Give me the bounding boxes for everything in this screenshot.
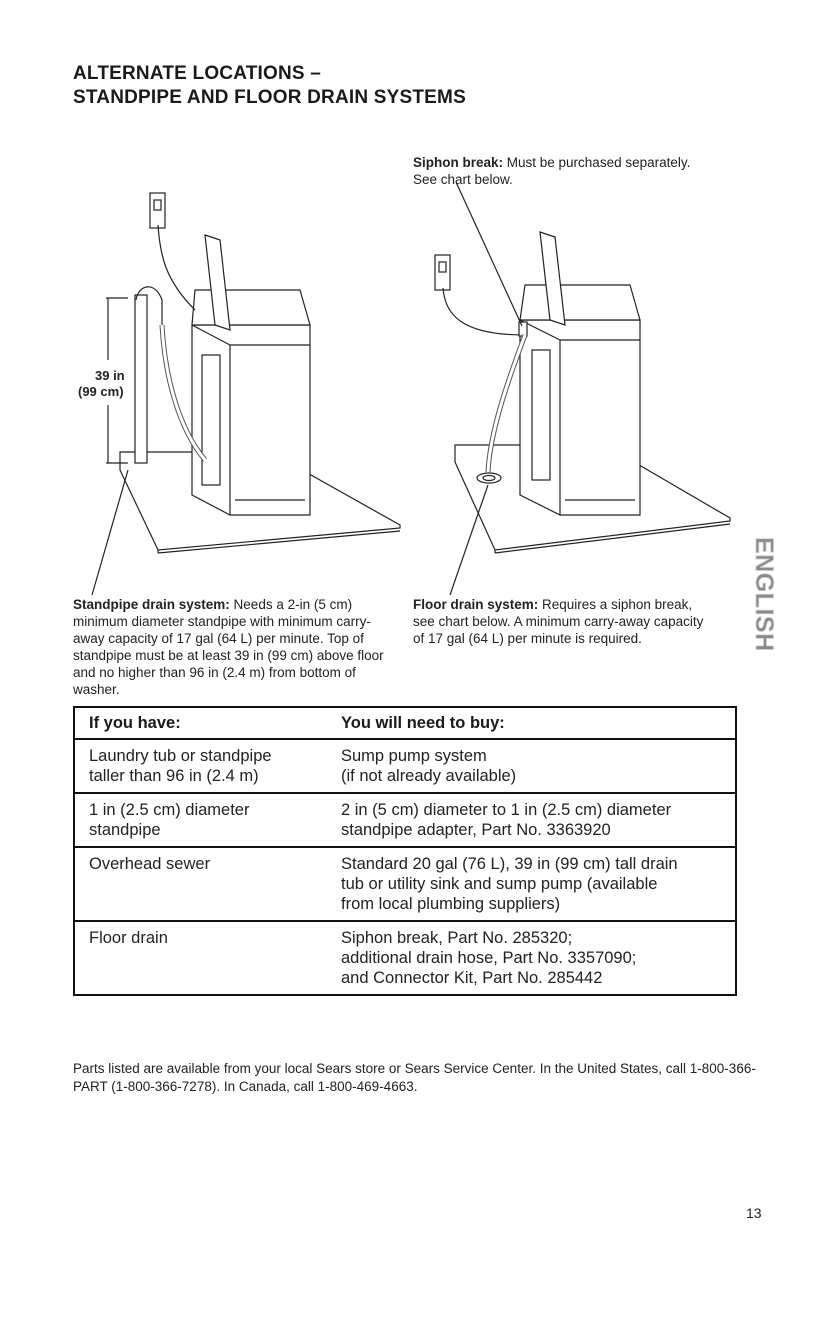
siphon-break-term: Siphon break: bbox=[413, 155, 504, 170]
standpipe-height-label: 39 in bbox=[95, 368, 125, 383]
header-buy: You will need to buy: bbox=[327, 707, 736, 739]
cell-line: tub or utility sink and sump pump (available bbox=[341, 875, 658, 893]
washer-drain-illustration bbox=[70, 140, 750, 580]
cell-line: Sump pump system bbox=[341, 747, 487, 765]
floor-drain-term: Floor drain system: bbox=[413, 597, 539, 612]
standpipe-height-metric: (99 cm) bbox=[78, 384, 124, 399]
standpipe-drain-caption bbox=[73, 596, 393, 698]
header-have: If you have: bbox=[74, 707, 327, 739]
page-heading bbox=[73, 62, 466, 110]
cell-line: additional drain hose, Part No. 3357090; bbox=[341, 949, 637, 967]
side-tab-label: ENGLISH bbox=[750, 537, 778, 652]
standpipe-text: Needs a 2-in (5 cm) minimum diameter standpipe with minimum carry-away capacity of 17 gal (64 L) per minute. Top of standpipe must be at least 39 in (99 cm) above floor and no higher than 96 in (2.4 m) from bottom of washer. bbox=[73, 597, 384, 697]
cell-line: Siphon break, Part No. 285320; bbox=[341, 929, 573, 947]
cell-line: standpipe bbox=[89, 821, 161, 839]
cell-line: from local plumbing suppliers) bbox=[341, 895, 561, 913]
cell-line: Laundry tub or standpipe bbox=[89, 747, 272, 765]
buy-cell bbox=[327, 739, 736, 793]
parts-footnote: Parts listed are available from your local Sears store or Sears Service Center. In the United States, call 1-800-366-PART (1-800-366-7278). In Canada, call 1-800-469-4663. bbox=[73, 1060, 756, 1094]
heading-line-1: ALTERNATE LOCATIONS – bbox=[73, 63, 322, 84]
table-row bbox=[74, 921, 736, 995]
cell-line: and Connector Kit, Part No. 285442 bbox=[341, 969, 603, 987]
buy-cell bbox=[327, 921, 736, 995]
siphon-break-note bbox=[413, 154, 713, 188]
siphon-break-text: Must be purchased separately. See chart below. bbox=[413, 155, 691, 187]
have-cell bbox=[74, 793, 327, 847]
have-cell bbox=[74, 921, 327, 995]
floor-drain-caption bbox=[413, 596, 713, 647]
parts-table bbox=[73, 706, 737, 996]
have-cell bbox=[74, 847, 327, 921]
cell-line: Floor drain bbox=[89, 929, 168, 947]
cell-line: (if not already available) bbox=[341, 767, 517, 785]
have-cell bbox=[74, 739, 327, 793]
heading-line-2: STANDPIPE AND FLOOR DRAIN SYSTEMS bbox=[73, 87, 466, 108]
cell-line: 2 in (5 cm) diameter to 1 in (2.5 cm) diameter bbox=[341, 801, 672, 819]
floor-drain-text: Requires a siphon break, see chart below. A minimum carry-away capacity of 17 gal (64 L) per minute is required. bbox=[413, 597, 704, 646]
standpipe-term: Standpipe drain system: bbox=[73, 597, 230, 612]
buy-cell bbox=[327, 793, 736, 847]
cell-line: Standard 20 gal (76 L), 39 in (99 cm) tall drain bbox=[341, 855, 678, 873]
table-row bbox=[74, 847, 736, 921]
standpipe-scene bbox=[92, 193, 400, 595]
table-header-row bbox=[74, 707, 736, 739]
cell-line: 1 in (2.5 cm) diameter bbox=[89, 801, 250, 819]
page-number: 13 bbox=[746, 1205, 762, 1221]
table-row bbox=[74, 793, 736, 847]
cell-line: standpipe adapter, Part No. 3363920 bbox=[341, 821, 611, 839]
buy-cell bbox=[327, 847, 736, 921]
cell-line: taller than 96 in (2.4 m) bbox=[89, 767, 259, 785]
table-row bbox=[74, 739, 736, 793]
language-side-tab bbox=[734, 533, 778, 683]
floor-drain-scene bbox=[435, 182, 730, 595]
cell-line: Overhead sewer bbox=[89, 855, 211, 873]
